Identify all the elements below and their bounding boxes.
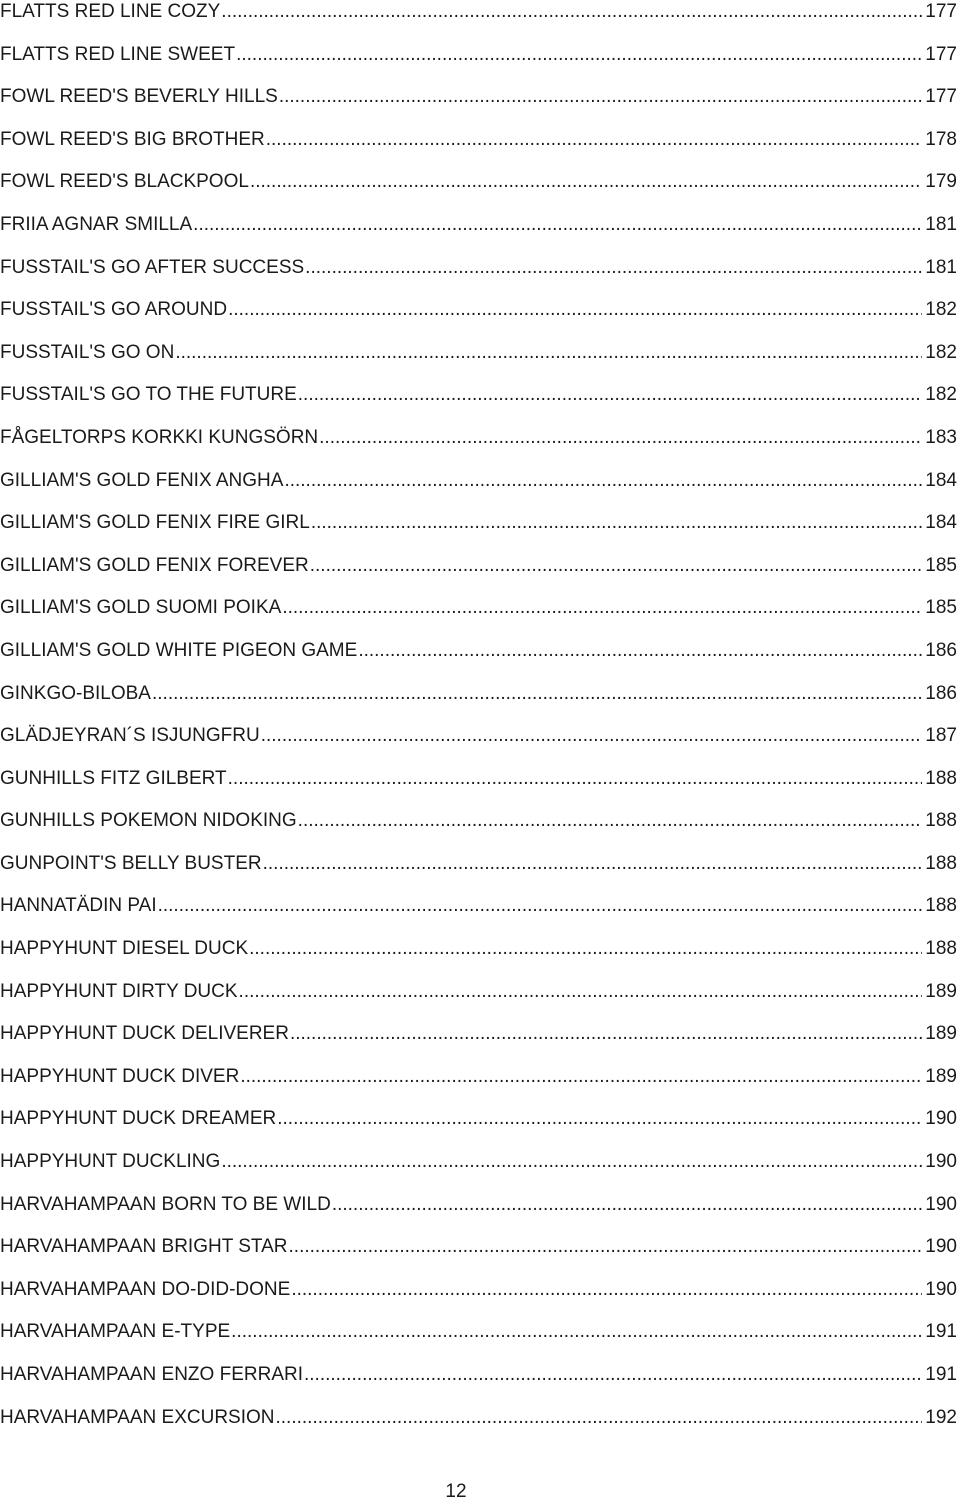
- toc-entry-page: 178: [925, 128, 957, 150]
- toc-entry-title: FOWL REED'S BEVERLY HILLS: [0, 86, 278, 108]
- toc-entry[interactable]: [0, 491, 957, 534]
- toc-entry-title: HAPPYHUNT DUCK DELIVERER: [0, 1023, 289, 1045]
- toc-entry[interactable]: [0, 1342, 957, 1385]
- toc-entry-title: GUNPOINT'S BELLY BUSTER: [0, 852, 262, 874]
- toc-entry[interactable]: [0, 916, 957, 959]
- toc-entry-title: GILLIAM'S GOLD SUOMI POIKA: [0, 597, 282, 619]
- toc-entry-title: FOWL REED'S BIG BROTHER: [0, 128, 265, 150]
- toc-entry[interactable]: [0, 959, 957, 1002]
- toc-entry[interactable]: [0, 661, 957, 704]
- toc-entry-page: 185: [925, 597, 957, 619]
- toc-entry[interactable]: [0, 704, 957, 747]
- toc-dot-leader: [291, 1280, 922, 1300]
- toc-entry-page: 190: [925, 1278, 957, 1300]
- toc-entry[interactable]: [0, 576, 957, 619]
- toc-entry-page: 186: [925, 639, 957, 661]
- toc-entry-page: 183: [925, 426, 957, 448]
- toc-dot-leader: [236, 45, 922, 65]
- toc-dot-leader: [311, 513, 922, 533]
- toc-dot-leader: [228, 769, 923, 789]
- toc-entry-title: GUNHILLS POKEMON NIDOKING: [0, 810, 297, 832]
- toc-entry-page: 192: [925, 1406, 957, 1428]
- toc-entry-page: 189: [925, 1023, 957, 1045]
- toc-dot-leader: [231, 1322, 922, 1342]
- toc-entry[interactable]: [0, 1087, 957, 1130]
- toc-entry[interactable]: [0, 320, 957, 363]
- toc-entry-title: HARVAHAMPAAN DO-DID-DONE: [0, 1278, 291, 1300]
- toc-dot-leader: [266, 130, 923, 150]
- toc-dot-leader: [310, 556, 923, 576]
- toc-entry[interactable]: [0, 192, 957, 235]
- toc-dot-leader: [304, 1365, 922, 1385]
- toc-entry-title: HARVAHAMPAAN E-TYPE: [0, 1321, 231, 1343]
- toc-entry[interactable]: [0, 789, 957, 832]
- toc-entry[interactable]: [0, 235, 957, 278]
- toc-entry-title: FÅGELTORPS KORKKI KUNGSÖRN: [0, 426, 319, 448]
- toc-entry-title: GLÄDJEYRAN´S ISJUNGFRU: [0, 725, 260, 747]
- toc-entry-page: 190: [925, 1108, 957, 1130]
- toc-dot-leader: [240, 1067, 922, 1087]
- toc-entry[interactable]: [0, 1129, 957, 1172]
- toc-entry-title: HAPPYHUNT DIRTY DUCK: [0, 980, 238, 1002]
- toc-entry-page: 181: [925, 256, 957, 278]
- toc-entry[interactable]: [0, 405, 957, 448]
- toc-entry-title: GILLIAM'S GOLD FENIX ANGHA: [0, 469, 284, 491]
- toc-dot-leader: [298, 811, 923, 831]
- toc-dot-leader: [239, 982, 923, 1002]
- toc-entry[interactable]: [0, 448, 957, 491]
- toc-entry-title: HAPPYHUNT DIESEL DUCK: [0, 938, 249, 960]
- toc-dot-leader: [276, 1408, 923, 1428]
- toc-dot-leader: [221, 1152, 922, 1172]
- toc-entry[interactable]: [0, 1002, 957, 1045]
- toc-entry[interactable]: [0, 1257, 957, 1300]
- toc-entry[interactable]: [0, 1215, 957, 1258]
- toc-dot-leader: [279, 87, 922, 107]
- toc-entry[interactable]: [0, 363, 957, 406]
- toc-entry[interactable]: [0, 1385, 957, 1428]
- toc-entry-page: 185: [925, 554, 957, 576]
- toc-entry-page: 182: [925, 384, 957, 406]
- toc-dot-leader: [305, 258, 922, 278]
- toc-entry-title: GUNHILLS FITZ GILBERT: [0, 767, 227, 789]
- toc-entry-page: 186: [925, 682, 957, 704]
- toc-entry-title: FLATTS RED LINE SWEET: [0, 43, 236, 65]
- toc-entry-page: 188: [925, 810, 957, 832]
- toc-entry[interactable]: [0, 533, 957, 576]
- toc-entry[interactable]: [0, 1044, 957, 1087]
- toc-entry[interactable]: [0, 150, 957, 193]
- toc-entry[interactable]: [0, 22, 957, 65]
- toc-entry-title: GILLIAM'S GOLD FENIX FOREVER: [0, 554, 309, 576]
- toc-dot-leader: [319, 428, 922, 448]
- toc-dot-leader: [263, 854, 923, 874]
- toc-entry-title: HAPPYHUNT DUCKLING: [0, 1151, 221, 1173]
- toc-entry[interactable]: [0, 278, 957, 321]
- toc-dot-leader: [152, 684, 922, 704]
- toc-entry-page: 187: [925, 725, 957, 747]
- toc-entry-page: 189: [925, 1065, 957, 1087]
- toc-entry-title: HARVAHAMPAAN EXCURSION: [0, 1406, 275, 1428]
- toc-entry-page: 190: [925, 1236, 957, 1258]
- page-number: 12: [445, 1481, 467, 1502]
- toc-entry-title: FRIIA AGNAR SMILLA: [0, 213, 193, 235]
- toc-entry-title: FLATTS RED LINE COZY: [0, 1, 221, 22]
- toc-dot-leader: [228, 300, 922, 320]
- toc-entry-title: FUSSTAIL'S GO AFTER SUCCESS: [0, 256, 305, 278]
- toc-dot-leader: [193, 215, 922, 235]
- toc-entry-page: 188: [925, 852, 957, 874]
- toc-entry-title: FUSSTAIL'S GO ON: [0, 341, 175, 363]
- toc-entry[interactable]: [0, 0, 957, 22]
- toc-entry-page: 177: [925, 1, 957, 22]
- toc-entry-title: HAPPYHUNT DUCK DIVER: [0, 1065, 240, 1087]
- toc-entry-page: 182: [925, 341, 957, 363]
- toc-entry-page: 188: [925, 895, 957, 917]
- toc-entry[interactable]: [0, 1300, 957, 1343]
- toc-entry[interactable]: [0, 618, 957, 661]
- toc-entry-page: 191: [925, 1321, 957, 1343]
- toc-dot-leader: [277, 1109, 922, 1129]
- toc-entry[interactable]: [0, 65, 957, 108]
- toc-dot-leader: [284, 471, 922, 491]
- toc-entry-title: FOWL REED'S BLACKPOOL: [0, 171, 249, 193]
- toc-entry[interactable]: [0, 831, 957, 874]
- toc-entry-title: GINKGO-BILOBA: [0, 682, 151, 704]
- toc-entry-page: 177: [925, 43, 957, 65]
- toc-dot-leader: [332, 1195, 922, 1215]
- toc-dot-leader: [221, 2, 922, 22]
- toc-entry-page: 182: [925, 299, 957, 321]
- toc-entry-title: FUSSTAIL'S GO AROUND: [0, 299, 228, 321]
- toc-entry-title: GILLIAM'S GOLD FENIX FIRE GIRL: [0, 512, 310, 534]
- toc-entry[interactable]: [0, 1172, 957, 1215]
- toc-entry-page: 188: [925, 767, 957, 789]
- toc-entry[interactable]: [0, 874, 957, 917]
- toc-entry-page: 191: [925, 1364, 957, 1385]
- toc-entry-page: 179: [925, 171, 957, 193]
- toc-entry-page: 181: [925, 213, 957, 235]
- toc-entry[interactable]: [0, 107, 957, 150]
- toc-entry-page: 189: [925, 980, 957, 1002]
- toc-dot-leader: [175, 343, 922, 363]
- toc-dot-leader: [282, 598, 922, 618]
- toc-dot-leader: [249, 939, 922, 959]
- toc-entry-title: HAPPYHUNT DUCK DREAMER: [0, 1108, 277, 1130]
- toc-dot-leader: [290, 1024, 922, 1044]
- toc-entry-title: HARVAHAMPAAN BORN TO BE WILD: [0, 1193, 331, 1215]
- toc-dot-leader: [250, 172, 922, 192]
- toc-dot-leader: [158, 896, 923, 916]
- toc-entry-page: 184: [925, 512, 957, 534]
- toc-dot-leader: [358, 641, 922, 661]
- toc-entry[interactable]: [0, 746, 957, 789]
- toc-entry-title: GILLIAM'S GOLD WHITE PIGEON GAME: [0, 639, 358, 661]
- toc-entry-page: 177: [925, 86, 957, 108]
- toc-entry-title: HANNATÄDIN PAI: [0, 895, 157, 917]
- toc-entry-title: FUSSTAIL'S GO TO THE FUTURE: [0, 384, 297, 406]
- toc-entry-page: 190: [925, 1151, 957, 1173]
- toc-dot-leader: [261, 726, 923, 746]
- toc-entry-page: 188: [925, 938, 957, 960]
- toc-entry-page: 184: [925, 469, 957, 491]
- toc-entry-page: 190: [925, 1193, 957, 1215]
- toc-dot-leader: [298, 385, 923, 405]
- toc-dot-leader: [289, 1237, 923, 1257]
- toc-entry-title: HARVAHAMPAAN ENZO FERRARI: [0, 1364, 303, 1385]
- toc-entry-title: HARVAHAMPAAN BRIGHT STAR: [0, 1236, 288, 1258]
